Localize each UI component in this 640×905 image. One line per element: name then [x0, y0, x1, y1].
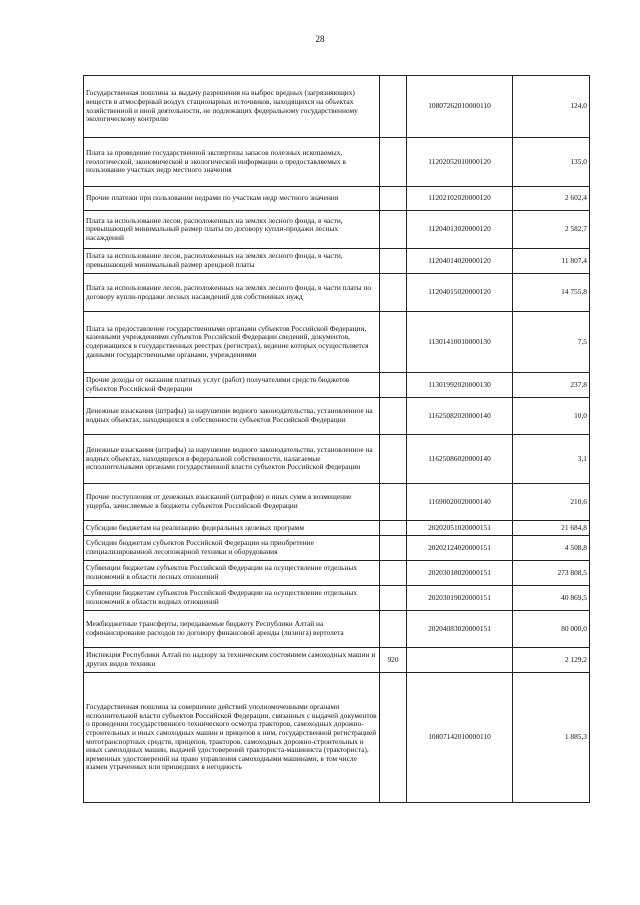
- table-row: [84, 249, 590, 274]
- amount: 11 807,4: [513, 249, 590, 274]
- revenue-description: Плата за использование лесов, расположенных на землях лесного фонда, в части, превышающей минимальный размер арендной платы: [84, 249, 380, 274]
- budget-classification-code: 11204013020000120: [407, 211, 513, 249]
- table-row: [84, 561, 590, 586]
- table-row: [84, 211, 590, 249]
- revenue-description: Инспекция Республики Алтай по надзору за техническим состоянием самоходных машин и других видов техники: [84, 648, 380, 673]
- administrator-code: [380, 561, 407, 586]
- revenue-description: Денежные взыскания (штрафы) за нарушение водного законодательства, установленное на водных объектах, находящихся в собственности субъектов Российской Федерации: [84, 398, 380, 435]
- amount: 210,6: [513, 484, 590, 521]
- administrator-code: 920: [380, 648, 407, 673]
- administrator-code: [380, 536, 407, 561]
- revenue-description: Субвенции бюджетам субъектов Российской Федерации на осуществление отдельных полномочий в области водных отношений: [84, 586, 380, 611]
- revenue-description: Плата за проведение государственной экспертизы запасов полезных ископаемых, геологической, экономической и экологической информации о предоставляемых в пользование участках недр местного значения: [84, 138, 380, 187]
- amount: 40 869,5: [513, 586, 590, 611]
- table-row: [84, 312, 590, 373]
- amount: 135,0: [513, 138, 590, 187]
- amount: 3,1: [513, 435, 590, 484]
- amount: 7,5: [513, 312, 590, 373]
- budget-classification-code: 11625082020000140: [407, 398, 513, 435]
- revenue-description: Межбюджетные трансферты, передаваемые бюджету Республики Алтай на софинансирование расходов по договору финансовой аренды (лизинга) вертолета: [84, 611, 380, 648]
- amount: 10,0: [513, 398, 590, 435]
- table-row: [84, 76, 590, 138]
- revenue-description: Прочие доходы от оказания платных услуг (работ) получателями средств бюджетов субъектов Российской Федерации: [84, 373, 380, 398]
- administrator-code: [380, 312, 407, 373]
- amount: 2 129,2: [513, 648, 590, 673]
- revenue-description: Денежные взыскания (штрафы) за нарушение водного законодательства, установленное на водных объектах, находящихся в федеральной собственности, налагаемые исполнительными органами государственной власти субъектов Российской Федерации: [84, 435, 380, 484]
- table-row: [84, 611, 590, 648]
- budget-classification-code: 11202052010000120: [407, 138, 513, 187]
- table-row: [84, 536, 590, 561]
- revenue-description: Плата за использование лесов, расположенных на землях лесного фонда, в части платы по договору купли-продажи лесных насаждений для собственных нужд: [84, 274, 380, 312]
- budget-classification-code: 20203018020000151: [407, 561, 513, 586]
- table-row: [84, 138, 590, 187]
- administrator-code: [380, 373, 407, 398]
- budget-revenue-table: [83, 75, 590, 803]
- revenue-description: Прочие поступления от денежных взысканий (штрафов) и иных сумм в возмещение ущерба, зачисляемые в бюджеты субъектов Российской Федерации: [84, 484, 380, 521]
- budget-classification-code: 11204015020000120: [407, 274, 513, 312]
- budget-classification-code: 10807142010000110: [407, 673, 513, 803]
- amount: 124,0: [513, 76, 590, 138]
- administrator-code: [380, 484, 407, 521]
- table-row: [84, 521, 590, 536]
- budget-classification-code: 11202102020000120: [407, 187, 513, 211]
- budget-classification-code: 11301992020000130: [407, 373, 513, 398]
- table-row: [84, 274, 590, 312]
- administrator-code: [380, 611, 407, 648]
- revenue-description: Плата за предоставление государственными органами субъектов Российской Федерации, казенными учреждениями субъектов Российской Федерации сведений, документов, содержащихся в государственных реестрах (регистрах), ведение которых осуществляется данными государственными органами, учреждениями: [84, 312, 380, 373]
- administrator-code: [380, 249, 407, 274]
- administrator-code: [380, 398, 407, 435]
- amount: 273 808,5: [513, 561, 590, 586]
- budget-classification-code: [407, 648, 513, 673]
- administrator-code: [380, 521, 407, 536]
- budget-classification-code: 20202124020000151: [407, 536, 513, 561]
- budget-classification-code: 11204014020000120: [407, 249, 513, 274]
- page-number: 28: [315, 34, 325, 44]
- administrator-code: [380, 76, 407, 138]
- table-row: [84, 648, 590, 673]
- budget-classification-code: 10807262010000110: [407, 76, 513, 138]
- revenue-description: Субвенции бюджетам субъектов Российской Федерации на осуществление отдельных полномочий в области лесных отношений: [84, 561, 380, 586]
- administrator-code: [380, 138, 407, 187]
- amount: 1 885,3: [513, 673, 590, 803]
- administrator-code: [380, 435, 407, 484]
- table-row: [84, 373, 590, 398]
- administrator-code: [380, 673, 407, 803]
- table-row: [84, 398, 590, 435]
- administrator-code: [380, 274, 407, 312]
- revenue-description: Субсидии бюджетам субъектов Российской Федерации на приобретение специализированной лесопожарной техники и оборудования: [84, 536, 380, 561]
- budget-classification-code: 11625086020000140: [407, 435, 513, 484]
- amount: 80 000,0: [513, 611, 590, 648]
- table-row: [84, 435, 590, 484]
- table-row: [84, 673, 590, 803]
- revenue-description: Прочие платежи при пользовании недрами по участкам недр местного значения: [84, 187, 380, 211]
- administrator-code: [380, 187, 407, 211]
- amount: 2 602,4: [513, 187, 590, 211]
- amount: 14 755,8: [513, 274, 590, 312]
- table-row: [84, 484, 590, 521]
- budget-classification-code: 20202051020000151: [407, 521, 513, 536]
- amount: 4 508,8: [513, 536, 590, 561]
- table-row: [84, 586, 590, 611]
- revenue-description: Государственная пошлина за совершение действий уполномоченными органами исполнительной власти субъектов Российской Федерации, связанных с выдачей документов о проведении государственного технического осмотра тракторов, самоходных дорожно-строительных и иных самоходных машин и прицепов к ним, государственной регистрацией мототранспортных средств, прицепов, тракторов, самоходных дорожно-строительных и иных самоходных машин, выдачей удостоверений тракториста-машиниста (тракториста), временных удостоверений на право управления самоходными машинами, в том числе взамен утраченных или пришедших в негодность: [84, 673, 380, 803]
- amount: 237,8: [513, 373, 590, 398]
- administrator-code: [380, 586, 407, 611]
- revenue-description: Субсидии бюджетам на реализацию федеральных целевых программ: [84, 521, 380, 536]
- amount: 2 582,7: [513, 211, 590, 249]
- revenue-description: Плата за использование лесов, расположенных на землях лесного фонда, в части, превышающей минимальный размер платы по договору купли-продажи лесных насаждений: [84, 211, 380, 249]
- table-row: [84, 187, 590, 211]
- budget-classification-code: 11690020020000140: [407, 484, 513, 521]
- budget-classification-code: 20204083020000151: [407, 611, 513, 648]
- administrator-code: [380, 211, 407, 249]
- budget-classification-code: 11301410010000130: [407, 312, 513, 373]
- amount: 21 684,8: [513, 521, 590, 536]
- revenue-description: Государственная пошлина за выдачу разрешения на выброс вредных (загрязняющих) веществ в атмосферный воздух стационарных источников, находящихся на объектах хозяйственной и иной деятельности, не подлежащих федеральному государственному экологическому контролю: [84, 76, 380, 138]
- budget-classification-code: 20203019020000151: [407, 586, 513, 611]
